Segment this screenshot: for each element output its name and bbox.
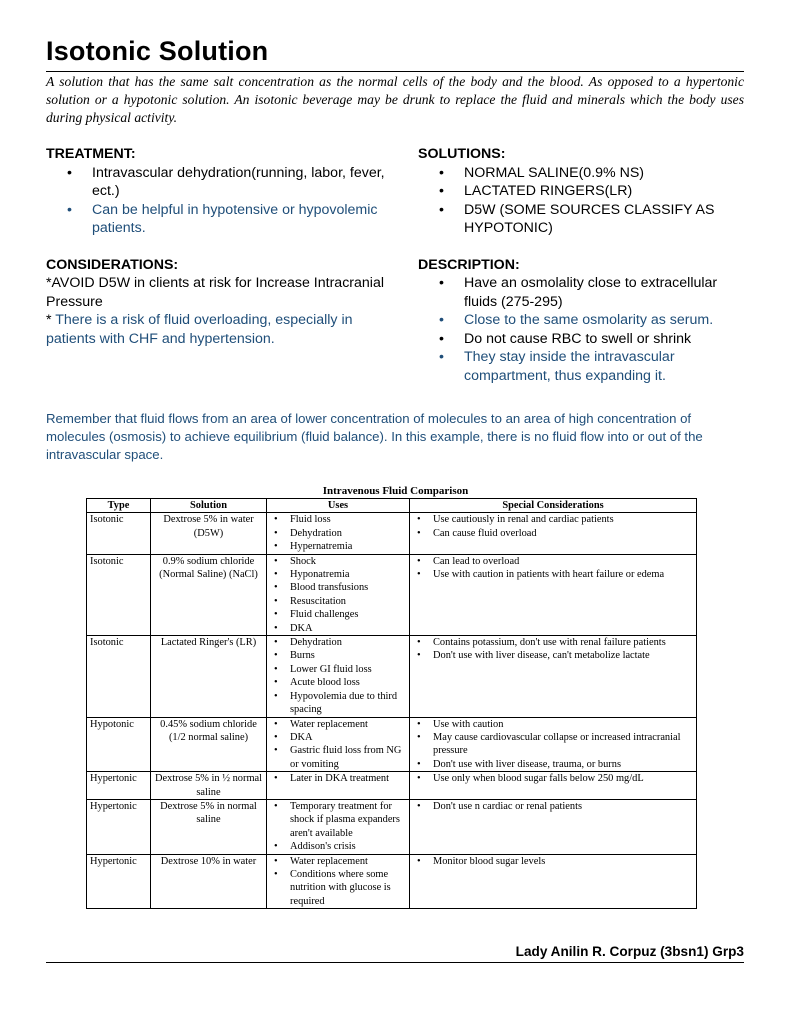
solution-cell: Dextrose 5% in ½ normal saline xyxy=(151,772,267,800)
consideration-item: • Use with caution xyxy=(413,718,693,731)
use-item: • DKA xyxy=(270,622,406,635)
intro-paragraph: A solution that has the same salt concentration as the normal cells of the body and the blood. As opposed to a hypertonic solution or a hypotonic solution. An isotonic beverage may be drunk to replace the fluid and minerals which the body uses during physical activity. xyxy=(46,74,744,125)
considerations-cell xyxy=(410,554,697,635)
type-cell: Hypertonic xyxy=(87,772,151,800)
considerations-cell xyxy=(410,717,697,772)
considerations-line: *AVOID D5W in clients at risk for Increase Intracranial Pressure xyxy=(46,275,384,310)
use-item: • Dehydration xyxy=(270,527,406,540)
column-header: Solution xyxy=(151,499,267,513)
considerations-cell xyxy=(410,799,697,854)
solution-cell: 0.9% sodium chloride (Normal Saline) (NaCl) xyxy=(151,554,267,635)
table-row xyxy=(87,799,697,854)
table-row xyxy=(87,636,697,717)
use-item: • Resuscitation xyxy=(270,595,406,608)
considerations-warning: There is a risk of fluid overloading, especially in patients with CHF and hypertension. xyxy=(46,312,353,347)
consideration-item: • Contains potassium, don't use with renal failure patients xyxy=(413,636,693,649)
use-item: • Hyponatremia xyxy=(270,568,406,581)
use-item: • Blood transfusions xyxy=(270,581,406,594)
consideration-item: • Can cause fluid overload xyxy=(413,527,693,540)
consideration-item: • Don't use with liver disease, trauma, or burns xyxy=(413,758,693,771)
table-row xyxy=(87,854,697,909)
left-column xyxy=(46,145,386,348)
use-item: • Addison's crisis xyxy=(270,840,406,853)
uses-cell xyxy=(267,854,410,909)
solution-cell: Dextrose 10% in water xyxy=(151,854,267,909)
page-title: Isotonic Solution xyxy=(46,36,269,66)
uses-cell xyxy=(267,554,410,635)
description-item: • Do not cause RBC to swell or shrink xyxy=(418,330,748,349)
type-cell: Isotonic xyxy=(87,554,151,635)
solution-item: • NORMAL SALINE(0.9% NS) xyxy=(418,164,748,183)
uses-cell xyxy=(267,717,410,772)
type-cell: Hypertonic xyxy=(87,799,151,854)
asterisk: * xyxy=(46,312,56,328)
table-body xyxy=(87,513,697,909)
use-item: • Conditions where some nutrition with glucose is required xyxy=(270,868,406,908)
use-item: • DKA xyxy=(270,731,406,744)
description-list xyxy=(418,274,748,385)
use-item: • Burns xyxy=(270,649,406,662)
description-item: • Close to the same osmolarity as serum. xyxy=(418,311,748,330)
use-item: • Acute blood loss xyxy=(270,676,406,689)
consideration-item: • Can lead to overload xyxy=(413,555,693,568)
table-row xyxy=(87,772,697,800)
consideration-item: • Don't use with liver disease, can't metabolize lactate xyxy=(413,649,693,662)
use-item: • Later in DKA treatment xyxy=(270,772,406,785)
consideration-item: • Use only when blood sugar falls below 250 mg/dL xyxy=(413,772,693,785)
solutions-list xyxy=(418,164,748,238)
use-item: • Hypovolemia due to third spacing xyxy=(270,690,406,717)
use-item: • Shock xyxy=(270,555,406,568)
consideration-item: • Use cautiously in renal and cardiac patients xyxy=(413,513,693,526)
solution-item: • LACTATED RINGERS(LR) xyxy=(418,182,748,201)
treatment-heading: TREATMENT: xyxy=(46,146,136,162)
solution-cell: Dextrose 5% in water (D5W) xyxy=(151,513,267,554)
use-item: • Water replacement xyxy=(270,718,406,731)
solution-item: • D5W (SOME SOURCES CLASSIFY AS HYPOTONIC) xyxy=(418,201,748,238)
table-title: Intravenous Fluid Comparison xyxy=(322,485,469,497)
type-cell: Isotonic xyxy=(87,636,151,717)
use-item: • Fluid challenges xyxy=(270,608,406,621)
table-header-row xyxy=(87,499,697,513)
uses-cell xyxy=(267,513,410,554)
column-header: Type xyxy=(87,499,151,513)
consideration-item: • Monitor blood sugar levels xyxy=(413,855,693,868)
type-cell: Hypotonic xyxy=(87,717,151,772)
use-item: • Dehydration xyxy=(270,636,406,649)
use-item: • Lower GI fluid loss xyxy=(270,663,406,676)
uses-cell xyxy=(267,772,410,800)
uses-cell xyxy=(267,636,410,717)
use-item: • Temporary treatment for shock if plasma expanders aren't available xyxy=(270,800,406,840)
consideration-item: • May cause cardiovascular collapse or increased intracranial pressure xyxy=(413,731,693,758)
author-footer: Lady Anilin R. Corpuz (3bsn1) Grp3 xyxy=(515,944,744,959)
consideration-item: • Use with caution in patients with heart failure or edema xyxy=(413,568,693,581)
table-row xyxy=(87,717,697,772)
treatment-list xyxy=(46,164,386,238)
table-row xyxy=(87,513,697,554)
solution-cell: Dextrose 5% in normal saline xyxy=(151,799,267,854)
footer-divider xyxy=(46,962,744,963)
use-item: • Fluid loss xyxy=(270,513,406,526)
column-header: Uses xyxy=(267,499,410,513)
description-heading: DESCRIPTION: xyxy=(418,256,520,273)
description-item: • Have an osmolality close to extracellular fluids (275-295) xyxy=(418,274,748,311)
use-item: • Gastric fluid loss from NG or vomiting xyxy=(270,744,406,771)
consideration-item: • Don't use n cardiac or renal patients xyxy=(413,800,693,813)
considerations-line xyxy=(46,311,386,348)
considerations-cell xyxy=(410,854,697,909)
type-cell: Isotonic xyxy=(87,513,151,554)
considerations-heading: CONSIDERATIONS: xyxy=(46,256,179,273)
table-row xyxy=(87,554,697,635)
solution-cell: 0.45% sodium chloride (1/2 normal saline) xyxy=(151,717,267,772)
use-item: • Water replacement xyxy=(270,855,406,868)
considerations-cell xyxy=(410,513,697,554)
treatment-item: • Intravascular dehydration(running, labor, fever, ect.) xyxy=(46,164,386,201)
use-item: • Hypernatremia xyxy=(270,540,406,553)
solutions-heading: SOLUTIONS: xyxy=(418,146,506,162)
description-item: • They stay inside the intravascular compartment, thus expanding it. xyxy=(418,348,748,385)
right-column xyxy=(418,145,748,385)
considerations-cell xyxy=(410,636,697,717)
osmosis-note: Remember that fluid flows from an area of lower concentration of molecules to an area of high concentration of molecules (osmosis) to achieve equilibrium (fluid balance). In this example, there is no fluid flow into or out of the intravascular space. xyxy=(46,411,703,462)
considerations-cell xyxy=(410,772,697,800)
column-header: Special Considerations xyxy=(410,499,697,513)
iv-fluid-table xyxy=(86,498,697,909)
treatment-item: • Can be helpful in hypotensive or hypovolemic patients. xyxy=(46,201,386,238)
type-cell: Hypertonic xyxy=(87,854,151,909)
uses-cell xyxy=(267,799,410,854)
title-divider xyxy=(46,71,744,72)
solution-cell: Lactated Ringer's (LR) xyxy=(151,636,267,717)
